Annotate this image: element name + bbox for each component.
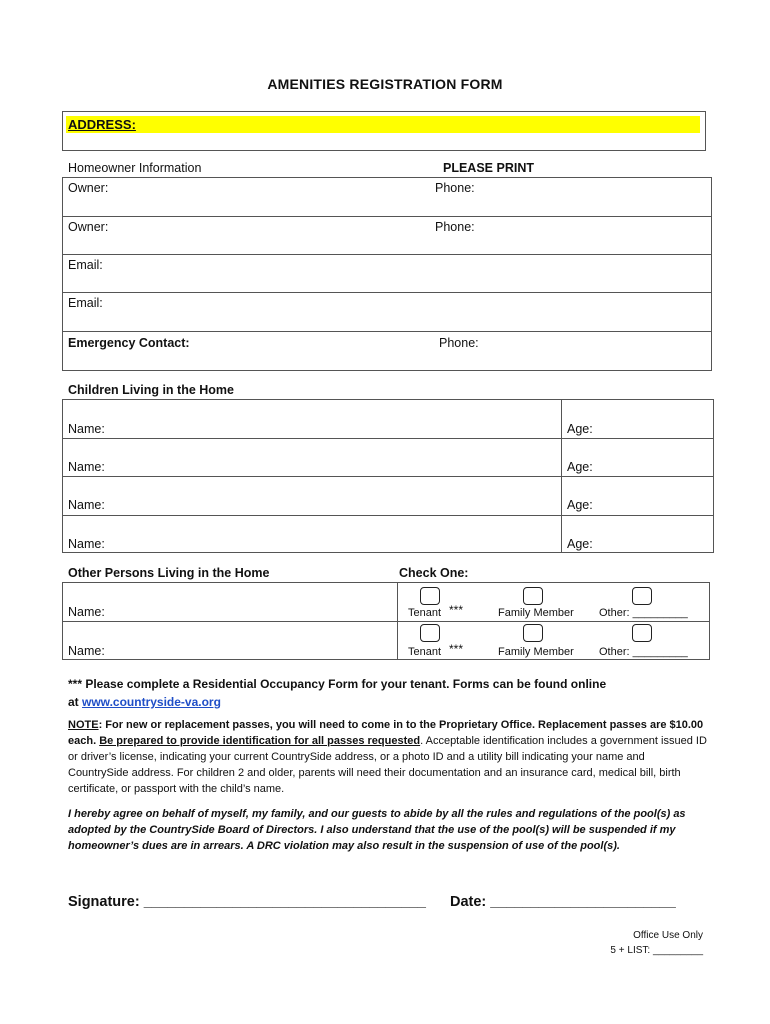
signature-line[interactable]: Signature: ___________________________________ [68, 894, 426, 910]
row-divider [62, 331, 712, 332]
office-use-label: Office Use Only [633, 930, 703, 941]
phone-2-label: Phone: [435, 220, 475, 234]
owner-2-label: Owner: [68, 220, 109, 234]
child-4-age-label: Age: [567, 537, 593, 551]
child-1-name-label: Name: [68, 422, 105, 436]
row-divider [62, 621, 710, 622]
emergency-phone-label: Phone: [439, 336, 479, 350]
child-4-name-label: Name: [68, 537, 105, 551]
row-divider [62, 515, 714, 516]
row-divider [62, 438, 714, 439]
tenant-asterisks: *** [449, 603, 464, 617]
please-print-label: PLEASE PRINT [443, 161, 534, 175]
tenant-checkbox[interactable] [420, 587, 440, 605]
family-member-checkbox[interactable] [523, 587, 543, 605]
note-underlined-text: Be prepared to provide identification for all passes requested [99, 735, 421, 747]
address-label: ADDRESS: [68, 117, 136, 132]
tenant-asterisks: *** [449, 642, 464, 656]
list-label: 5 + LIST: _________ [610, 945, 703, 956]
row-divider [62, 476, 714, 477]
check-one-label: Check One: [399, 566, 469, 580]
row-divider [62, 292, 712, 293]
owner-1-label: Owner: [68, 181, 109, 195]
row-divider [62, 216, 712, 217]
tenant-note-at: at [68, 695, 83, 709]
child-2-name-label: Name: [68, 460, 105, 474]
office-use-block [520, 928, 703, 958]
email-1-label: Email: [68, 258, 103, 272]
emergency-contact-label: Emergency Contact: [68, 336, 190, 350]
other-label: Other: _________ [599, 607, 688, 619]
email-2-label: Email: [68, 296, 103, 310]
tenant-label: Tenant [408, 646, 442, 658]
note-label: NOTE [68, 719, 99, 731]
other-1-name-label: Name: [68, 605, 105, 619]
other-checkbox[interactable] [632, 587, 652, 605]
address-highlight [66, 116, 700, 133]
tenant-checkbox[interactable] [420, 624, 440, 642]
other-2-name-label: Name: [68, 644, 105, 658]
other-label: Other: _________ [599, 646, 688, 658]
note-bold-text: : For new or replacement passes, you will need to come in to the Proprietary Office. Replacement passes are $10.00 each. [68, 719, 704, 747]
tenant-note [68, 675, 718, 711]
website-link[interactable]: www.countryside-va.org [82, 695, 221, 709]
row-divider [62, 254, 712, 255]
other-persons-heading: Other Persons Living in the Home [68, 566, 270, 580]
phone-1-label: Phone: [435, 181, 475, 195]
family-member-label: Family Member [498, 646, 574, 658]
children-heading: Children Living in the Home [68, 383, 234, 397]
tenant-note-link-line [68, 693, 718, 711]
other-checkbox[interactable] [632, 624, 652, 642]
homeowner-heading: Homeowner Information [68, 161, 202, 175]
form-title: AMENITIES REGISTRATION FORM [267, 76, 503, 92]
family-member-label: Family Member [498, 607, 574, 619]
family-member-checkbox[interactable] [523, 624, 543, 642]
identification-note [68, 717, 708, 797]
note-rest-text: . Acceptable identification includes a government issued ID or driver’s license, indicating your current CountrySide address, or a photo ID and a utility bill indicating your name and CountrySide address. For children 2 and older, parents will need their documentation and an insurance card, medical bill, birth certificate, or passport with the child’s name. [68, 735, 707, 795]
child-1-age-label: Age: [567, 422, 593, 436]
child-2-age-label: Age: [567, 460, 593, 474]
child-3-name-label: Name: [68, 498, 105, 512]
child-3-age-label: Age: [567, 498, 593, 512]
tenant-label: Tenant [408, 607, 442, 619]
date-line[interactable]: Date: _______________________ [450, 894, 676, 910]
tenant-note-line: *** Please complete a Residential Occupancy Form for your tenant. Forms can be found online [68, 677, 607, 691]
agreement-text: I hereby agree on behalf of myself, my family, and our guests to abide by all the rules and regulations of the pool(s) as adopted by the CountrySide Board of Directors. I also understand that the use of the pool(s) will be suspended if my homeowner’s dues are in arrears. A DRC violation may also result in the suspension of use of the pool(s). [68, 808, 686, 852]
